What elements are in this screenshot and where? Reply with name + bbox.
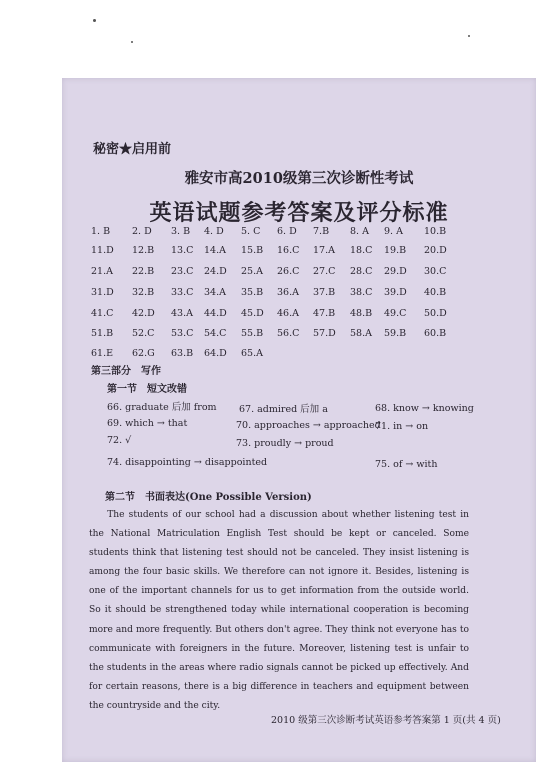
answer-item: 24.D (204, 266, 227, 277)
answer-item: 61.E (91, 348, 114, 359)
part3-heading: 第三部分 写作 (91, 366, 161, 377)
answer-item: 41.C (91, 308, 114, 319)
answer-item: 39.D (384, 287, 407, 298)
confidential-label: 秘密★启用前 (93, 142, 172, 157)
correction-item: 70. approaches → approached (236, 420, 381, 431)
answer-item: 26.C (277, 266, 300, 277)
answer-item: 52.C (132, 328, 155, 339)
answer-item: 62.G (132, 348, 155, 359)
answer-item: 38.C (350, 287, 373, 298)
answer-item: 60.B (424, 328, 447, 339)
answer-item: 35.B (241, 287, 264, 298)
answer-item: 47.B (313, 308, 336, 319)
section2-heading: 第二节 书面表达(One Possible Version) (105, 492, 312, 503)
answer-item: 14.A (204, 245, 226, 256)
answer-item: 48.B (350, 308, 373, 319)
answer-item: 42.D (132, 308, 155, 319)
answer-item: 31.D (91, 287, 114, 298)
correction-item: 73. proudly → proud (236, 438, 334, 449)
answer-item: 65.A (241, 348, 263, 359)
answer-item: 10.B (424, 226, 447, 237)
answer-item: 36.A (277, 287, 299, 298)
answer-item: 22.B (132, 266, 155, 277)
answer-item: 43.A (171, 308, 193, 319)
answer-item: 34.A (204, 287, 226, 298)
answer-item: 40.B (424, 287, 447, 298)
correction-item: 74. disappointing → disappointed (107, 457, 268, 468)
answer-item: 56.C (277, 328, 300, 339)
answer-item: 50.D (424, 308, 447, 319)
answer-item: 13.C (171, 245, 194, 256)
answer-item: 11.D (91, 245, 114, 256)
ink-speck (468, 35, 470, 37)
answer-item: 46.A (277, 308, 299, 319)
answer-item: 16.C (277, 245, 300, 256)
page-footer: 2010 级第三次诊断考试英语参考答案第 1 页(共 4 页) (271, 715, 501, 726)
answer-key-title: 英语试题参考答案及评分标准 (149, 200, 449, 226)
answer-item: 21.A (91, 266, 113, 277)
answer-item: 64.D (204, 348, 227, 359)
answer-item: 2. D (132, 226, 152, 237)
answer-item: 7.B (313, 226, 330, 237)
answer-item: 58.A (350, 328, 372, 339)
model-essay: The students of our school had a discussion about whether listening test in the National Matriculation English Test should be kept or canceled. Some students think that listening test should not be canceled. They insist listening is among the four basic skills. We therefore can not ignore it. Besides, listening is one of the important channels for us to get information from the outside world. So it should be strengthened today while international cooperation is becoming more and more frequently. But others don't agree. They think not everyone has to communicate with foreigners in the future. Moreover, listening test is unfair to the students in the areas where radio signals cannot be picked up effectively. And for certain reasons, there is a big difference in teachers and equipment between the countryside and the city. (89, 510, 469, 711)
answer-item: 29.D (384, 266, 407, 277)
answer-item: 53.C (171, 328, 194, 339)
answer-item: 57.D (313, 328, 336, 339)
ink-speck (93, 19, 96, 22)
correction-item: 71. in → on (375, 421, 429, 432)
answer-item: 12.B (132, 245, 155, 256)
answer-item: 51.B (91, 328, 114, 339)
answer-item: 15.B (241, 245, 264, 256)
answer-item: 18.C (350, 245, 373, 256)
answer-item: 54.C (204, 328, 227, 339)
answer-item: 27.C (313, 266, 336, 277)
correction-item: 72. √ (107, 435, 132, 446)
answer-item: 59.B (384, 328, 407, 339)
answer-item: 6. D (277, 226, 297, 237)
answer-item: 33.C (171, 287, 194, 298)
correction-item: 75. of → with (375, 459, 438, 470)
exam-title: 雅安市高2010级第三次诊断性考试 (184, 170, 414, 187)
answer-sheet (62, 78, 536, 762)
answer-item: 55.B (241, 328, 264, 339)
answer-item: 63.B (171, 348, 194, 359)
answer-item: 17.A (313, 245, 335, 256)
answer-item: 5. C (241, 226, 261, 237)
section1-heading: 第一节 短文改错 (107, 384, 187, 395)
answer-item: 19.B (384, 245, 407, 256)
correction-item: 68. know → knowing (375, 403, 474, 414)
answer-item: 1. B (91, 226, 111, 237)
answer-item: 8. A (350, 226, 369, 237)
correction-item: 66. graduate 后加 from (107, 402, 217, 413)
answer-item: 3. B (171, 226, 191, 237)
answer-item: 32.B (132, 287, 155, 298)
answer-item: 4. D (204, 226, 224, 237)
answer-item: 20.D (424, 245, 447, 256)
answer-item: 28.C (350, 266, 373, 277)
answer-item: 45.D (241, 308, 264, 319)
correction-item: 69. which → that (107, 418, 188, 429)
ink-speck (131, 41, 133, 43)
answer-item: 37.B (313, 287, 336, 298)
answer-item: 25.A (241, 266, 263, 277)
answer-item: 30.C (424, 266, 447, 277)
answer-item: 23.C (171, 266, 194, 277)
answer-item: 9. A (384, 226, 403, 237)
correction-item: 67. admired 后加 a (239, 404, 328, 415)
answer-item: 44.D (204, 308, 227, 319)
answer-item: 49.C (384, 308, 407, 319)
